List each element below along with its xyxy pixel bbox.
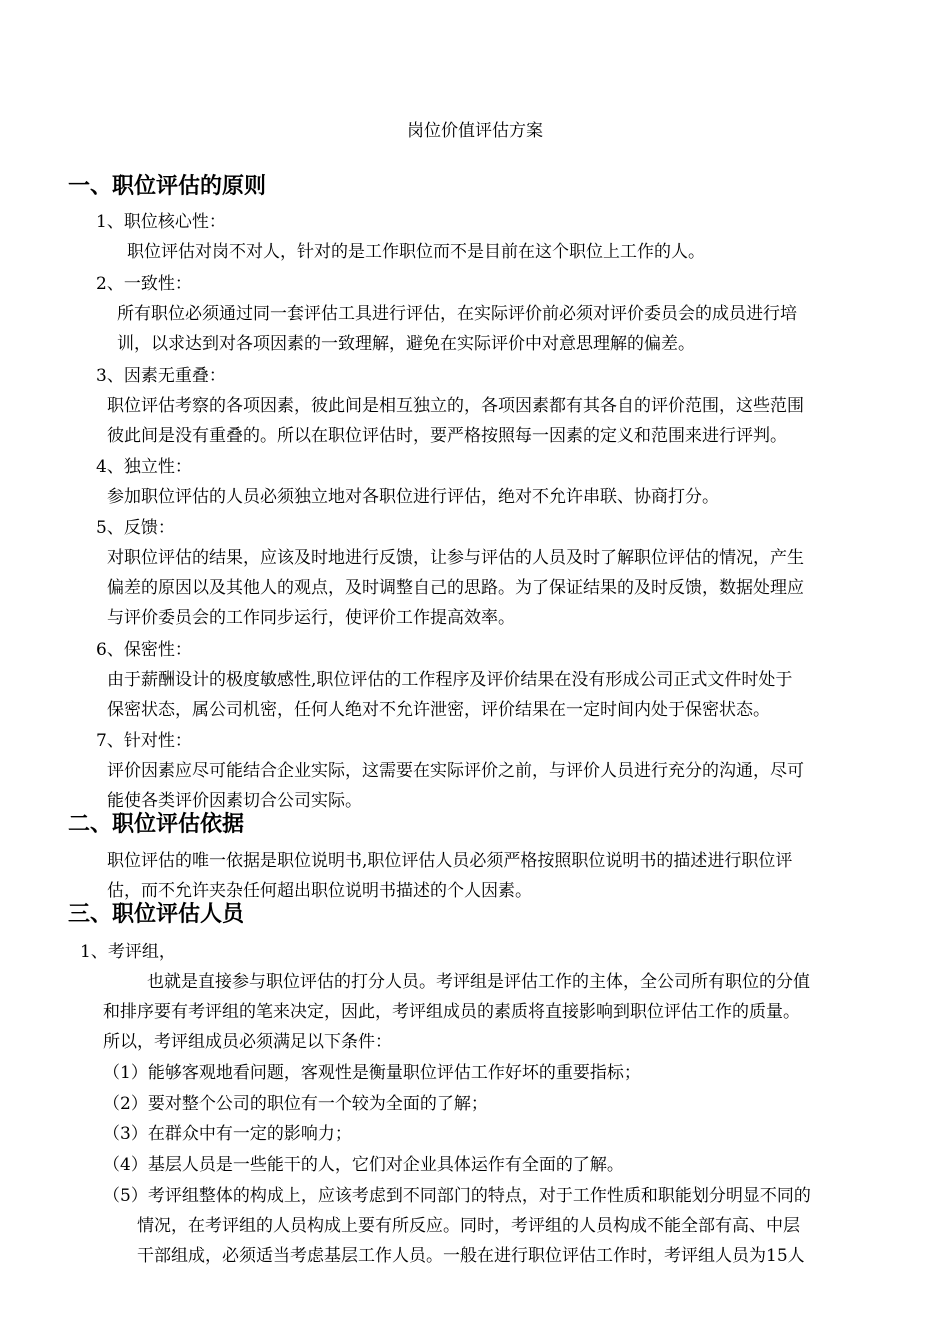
item-text: 由于薪酬设计的极度敏感性,职位评估的工作程序及评价结果在没有形成公司正式文件时处于 bbox=[107, 670, 793, 690]
item-label-panel: 1、考评组， bbox=[80, 942, 176, 962]
item-text: 保密状态，属公司机密，任何人绝对不允许泄密，评价结果在一定时间内处于保密状态。 bbox=[107, 700, 770, 720]
item-text: 彼此间是没有重叠的。所以在职位评估时，要严格按照每一因素的定义和范围来进行评判。 bbox=[107, 426, 787, 446]
section-text: 职位评估的唯一依据是职位说明书,职位评估人员必须严格按照职位说明书的描述进行职位评 bbox=[107, 851, 793, 871]
condition-item-cont: 情况，在考评组的人员构成上要有所反应。同时，考评组的人员构成不能全部有高、中层 bbox=[137, 1216, 800, 1236]
item-text: 职位评估考察的各项因素，彼此间是相互独立的，各项因素都有其各自的评价范围，这些范围 bbox=[107, 396, 804, 416]
condition-item: （4）基层人员是一些能干的人，它们对企业具体运作有全面的了解。 bbox=[103, 1155, 624, 1175]
item-label-confidentiality: 6、保密性： bbox=[96, 640, 192, 660]
condition-item: （2）要对整个公司的职位有一个较为全面的了解； bbox=[103, 1094, 488, 1114]
item-label-pertinence: 7、针对性： bbox=[96, 731, 192, 751]
item-text: 评价因素应尽可能结合企业实际，这需要在实际评价之前，与评价人员进行充分的沟通，尽可 bbox=[107, 761, 804, 781]
condition-item: （5）考评组整体的构成上，应该考虑到不同部门的特点，对于工作性质和职能划分明显不同的 bbox=[103, 1186, 811, 1206]
condition-item: （3）在群众中有一定的影响力； bbox=[103, 1124, 352, 1144]
section-text: 也就是直接参与职位评估的打分人员。考评组是评估工作的主体，全公司所有职位的分值 bbox=[147, 972, 810, 992]
section-text: 所以，考评组成员必须满足以下条件： bbox=[103, 1032, 392, 1052]
section-heading-principles: 一、职位评估的原则 bbox=[68, 174, 267, 199]
section-heading-basis: 二、职位评估依据 bbox=[68, 812, 245, 837]
item-label-independence: 4、独立性： bbox=[96, 457, 192, 477]
item-text: 与评价委员会的工作同步运行，使评价工作提高效率。 bbox=[107, 608, 515, 628]
item-label-core: 1、职位核心性： bbox=[96, 212, 226, 232]
item-label-feedback: 5、反馈： bbox=[96, 518, 175, 538]
item-text: 能使各类评价因素切合公司实际。 bbox=[107, 791, 362, 811]
item-text: 偏差的原因以及其他人的观点，及时调整自己的思路。为了保证结果的及时反馈，数据处理应 bbox=[107, 578, 804, 598]
section-text: 估，而不允许夹杂任何超出职位说明书描述的个人因素。 bbox=[107, 881, 532, 901]
section-heading-personnel: 三、职位评估人员 bbox=[68, 902, 245, 927]
item-label-no-overlap: 3、因素无重叠： bbox=[96, 366, 226, 386]
condition-item-cont: 干部组成，必须适当考虑基层工作人员。一般在进行职位评估工作时，考评组人员为15人 bbox=[137, 1246, 805, 1266]
section-text: 和排序要有考评组的笔来决定，因此，考评组成员的素质将直接影响到职位评估工作的质量。 bbox=[103, 1002, 800, 1022]
item-text: 职位评估对岗不对人，针对的是工作职位而不是目前在这个职位上工作的人。 bbox=[127, 242, 705, 262]
item-text: 对职位评估的结果，应该及时地进行反馈，让参与评估的人员及时了解职位评估的情况，产生 bbox=[107, 548, 804, 568]
condition-item: （1）能够客观地看问题，客观性是衡量职位评估工作好坏的重要指标； bbox=[103, 1063, 641, 1083]
item-text: 所有职位必须通过同一套评估工具进行评估，在实际评价前必须对评价委员会的成员进行培 bbox=[117, 304, 797, 324]
document-title: 岗位价值评估方案 bbox=[407, 121, 543, 141]
item-label-consistency: 2、一致性： bbox=[96, 274, 192, 294]
item-text: 参加职位评估的人员必须独立地对各职位进行评估，绝对不允许串联、协商打分。 bbox=[107, 487, 719, 507]
item-text: 训，以求达到对各项因素的一致理解，避免在实际评价中对意思理解的偏差。 bbox=[117, 334, 695, 354]
